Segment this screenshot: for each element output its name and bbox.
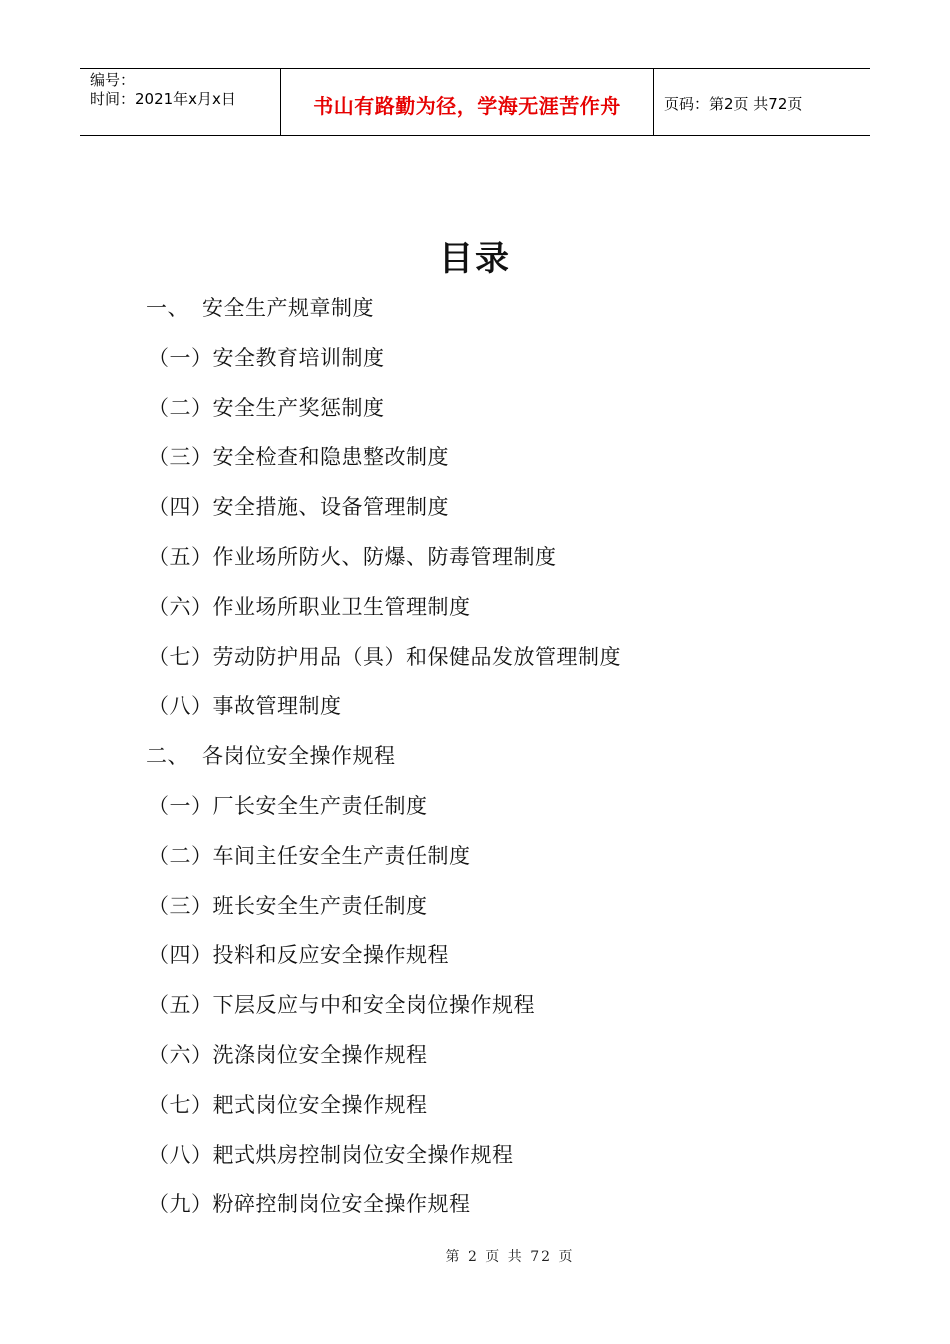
toc-entry: （七）耙式岗位安全操作规程 (148, 1092, 428, 1117)
header-page-info-cell (654, 69, 870, 135)
toc-entry: （八）耙式烘房控制岗位安全操作规程 (148, 1142, 514, 1167)
toc-entry: （五）下层反应与中和安全岗位操作规程 (148, 993, 535, 1018)
page-header (80, 68, 870, 136)
toc-entry: （二）安全生产奖惩制度 (148, 395, 385, 420)
toc-entry: （七）劳动防护用品（具）和保健品发放管理制度 (148, 644, 621, 669)
toc-section-title: 安全生产规章制度 (202, 296, 374, 320)
toc-entry: （四）安全措施、设备管理制度 (148, 495, 449, 520)
toc-entry: （二）车间主任安全生产责任制度 (148, 843, 471, 868)
toc-entry: （一）厂长安全生产责任制度 (148, 793, 428, 818)
header-meta (80, 69, 281, 135)
toc-section-number: 一、 (146, 296, 189, 320)
page-title: 目录 (439, 239, 511, 279)
toc-entry: （三）安全检查和隐患整改制度 (148, 445, 449, 470)
header-date: 时间：2021年x月x日 (90, 90, 236, 108)
toc-entry: （五）作业场所防火、防爆、防毒管理制度 (148, 544, 557, 569)
toc-entry: （九）粉碎控制岗位安全操作规程 (148, 1192, 471, 1217)
toc-section (146, 732, 846, 782)
toc-section-number: 二、 (146, 744, 189, 769)
toc-entry: （四）投料和反应安全操作规程 (148, 943, 449, 968)
toc-entry: （一）安全教育培训制度 (148, 345, 385, 370)
header-motto-cell (281, 69, 654, 135)
header-number-label: 编号： (90, 71, 136, 89)
header-motto: 书山有路勤为径，学海无涯苦作舟 (313, 93, 621, 118)
toc-entry: （三）班长安全生产责任制度 (148, 893, 428, 918)
toc-section-title: 各岗位安全操作规程 (202, 744, 396, 769)
table-of-contents (146, 284, 846, 1230)
toc-entry: （六）作业场所职业卫生管理制度 (148, 594, 471, 619)
toc-section (146, 284, 846, 334)
page-footer: 第 2 页 共 72 页 (445, 1249, 575, 1265)
header-page-info: 页码：第2页 共72页 (664, 94, 803, 113)
toc-entry: （六）洗涤岗位安全操作规程 (148, 1042, 428, 1067)
toc-entry: （八）事故管理制度 (148, 694, 342, 719)
